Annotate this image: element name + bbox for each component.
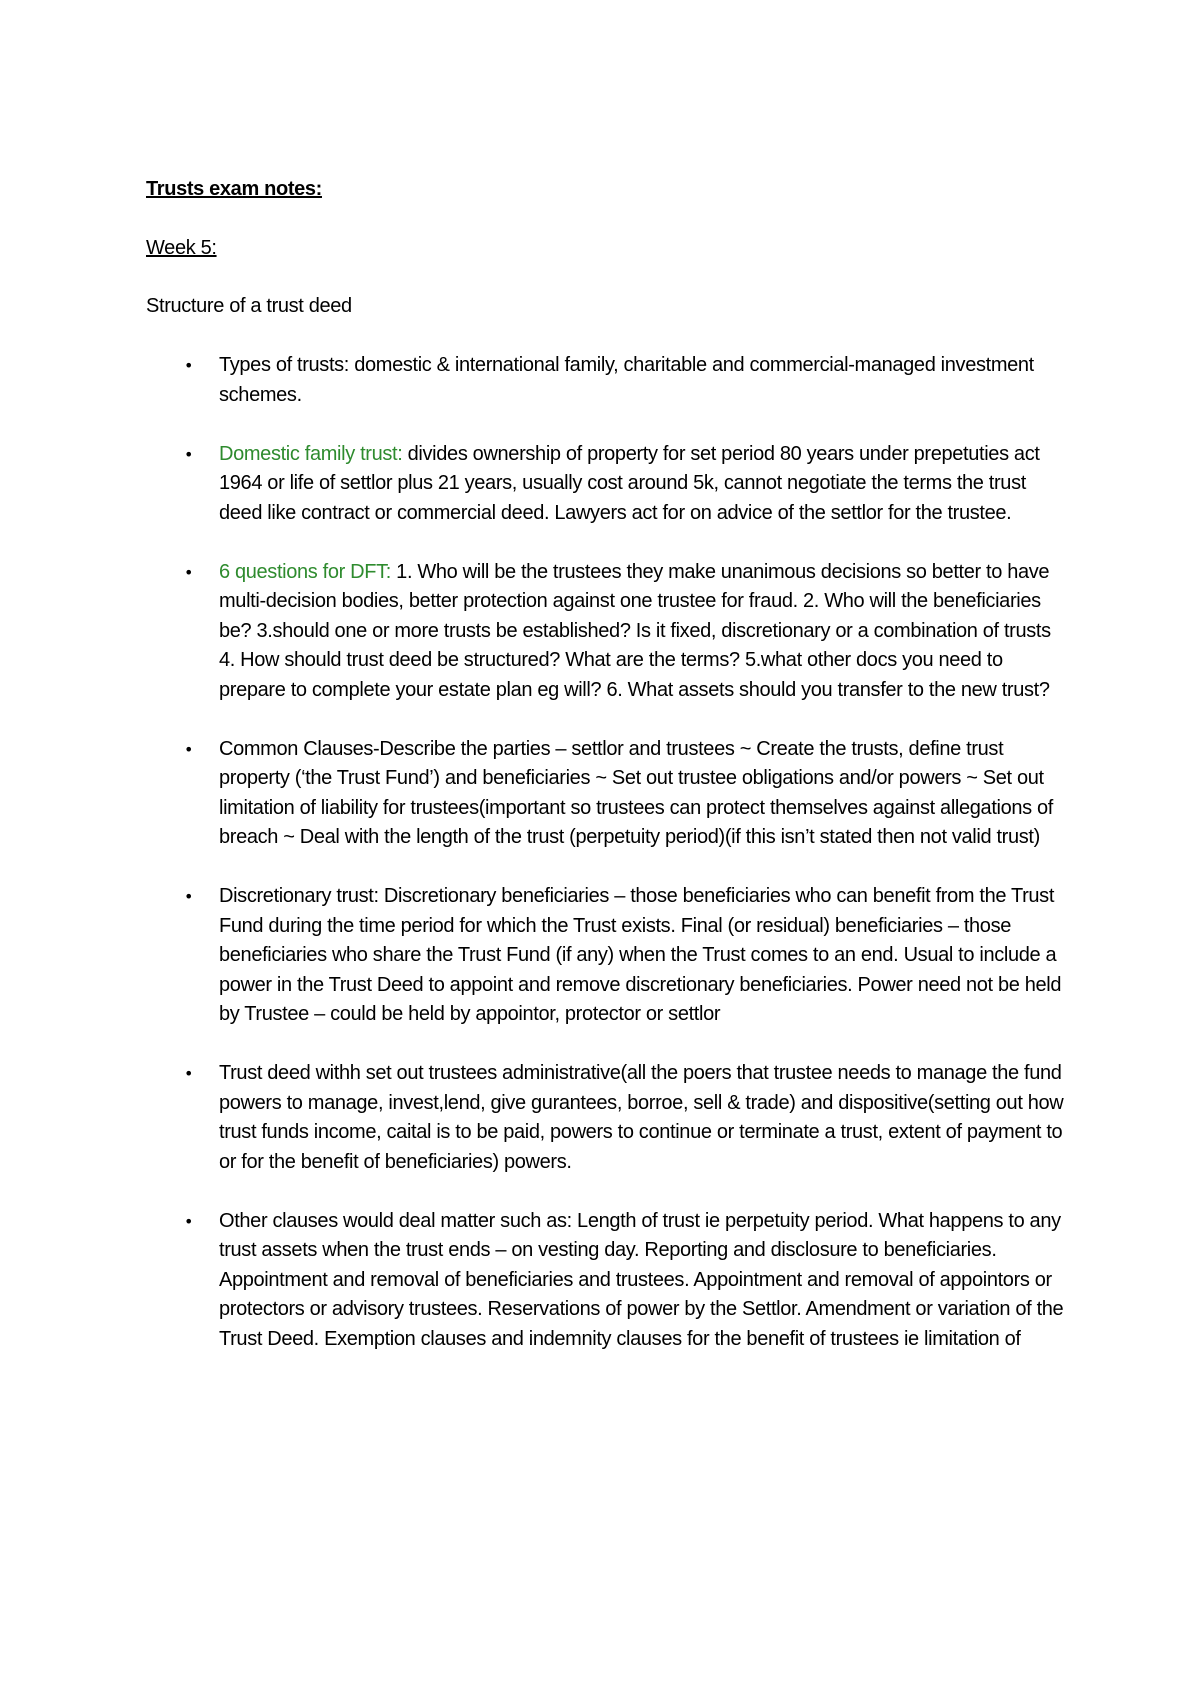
list-item [146,440,1066,529]
list-item [146,1207,1066,1355]
bullet-icon: • [184,739,194,759]
list-item [146,351,1066,410]
list-item [146,558,1066,706]
bullet-icon: • [184,444,194,464]
document-title: Trusts exam notes: [146,178,322,200]
list-item [146,882,1066,1030]
document-body [146,174,1066,1350]
bullet-text: 1. Who will be the trustees they make unanimous decisions so better to have multi-decision bodies, better protection against one trustee for fraud. 2. Who will the beneficiaries be? 3.should one or more trusts be established? Is it fixed, discretionary or a combination of trusts 4. How should trust deed be structured? What are the terms? 5.what other docs you need to prepare to complete your estate plan eg will? 6. What assets should you transfer to the new trust? [219,560,1051,701]
bullet-lead: 6 questions for DFT: [219,560,391,583]
bullet-icon: • [184,356,194,375]
bullet-icon: • [184,887,194,906]
bullet-text: Types of trusts: domestic & international family, charitable and commercial-managed investment schemes. [219,354,1034,406]
bullet-text: Trust deed withh set out trustees administrative(all the poers that trustee needs to manage the fund powers to manage, invest,lend, give gurantees, borroe, sell & trade) and dispositive(setting out how trust funds income, caital is to be paid, powers to continue or terminate a trust, extent of payment to or for the benefit of beneficiaries) powers. [219,1062,1064,1173]
bullet-list [146,351,1066,1384]
section-heading: Structure of a trust deed [146,295,352,317]
bullet-text: divides ownership of property for set period 80 years under prepetuties act 1964 or life of settlor plus 21 years, usually cost around 5k, cannot negotiate the terms the trust deed like contract or commercial deed. Lawyers act for on advice of the settlor for the trustee. [219,442,1040,524]
list-item [146,735,1066,853]
bullet-icon: • [184,1064,194,1083]
week-heading: Week 5: [146,237,217,259]
list-item [146,1059,1066,1177]
bullet-text: Discretionary trust: Discretionary beneficiaries – those beneficiaries who can benefit from the Trust Fund during the time period for which the Trust exists. Final (or residual) beneficiaries – those beneficiaries who share the Trust Fund (if any) when the Trust comes to an end. Usual to include a power in the Trust Deed to appoint and remove discretionary beneficiaries. Power need not be held by Trustee – could be held by appointor, protector or settlor [219,885,1062,1025]
bullet-text: Other clauses would deal matter such as: Length of trust ie perpetuity period. What happens to any trust assets when the trust ends – on vesting day. Reporting and disclosure to beneficiaries. Appointment and removal of beneficiaries and trustees. Appointment and removal of appointors or protectors or advisory trustees. Reservations of power by the Settlor. Amendment or variation of the Trust Deed. Exemption clauses and indemnity clauses for the benefit of trustees ie limitation of [219,1209,1064,1350]
bullet-icon: • [184,562,194,582]
bullet-text: Common Clauses-Describe the parties – settlor and trustees ~ Create the trusts, define trust property (‘the Trust Fund’) and beneficiaries ~ Set out trustee obligations and/or powers ~ Set out limitation of liability for trustees(important so trustees can protect themselves against allegations of breach ~ Deal with the length of the trust (perpetuity period)(if this isn’t stated then not valid trust) [219,737,1054,848]
bullet-icon: • [184,1211,194,1231]
bullet-lead: Domestic family trust: [219,442,403,465]
